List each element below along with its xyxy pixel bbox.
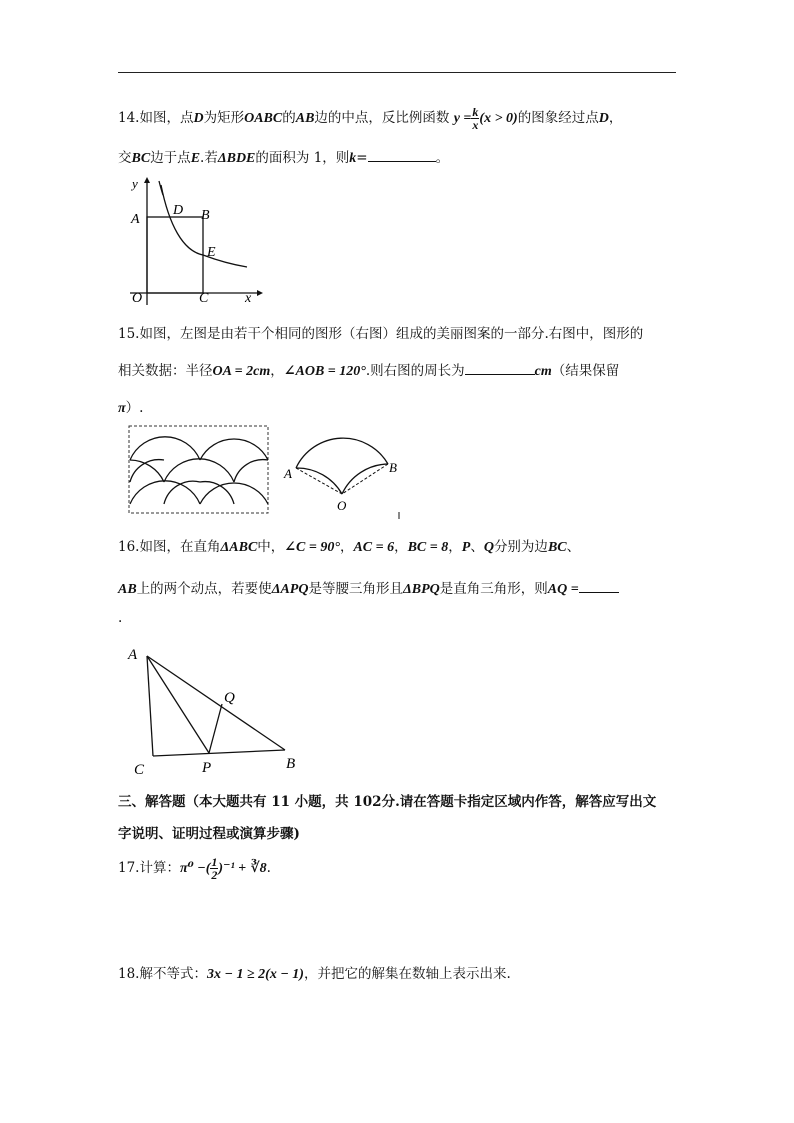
svg-text:Q: Q xyxy=(224,690,235,706)
q15-answer-blank[interactable] xyxy=(465,374,535,375)
q16-triangle-figure xyxy=(122,640,312,780)
q15-pattern-figure xyxy=(128,424,270,516)
svg-text:O: O xyxy=(337,498,347,513)
svg-text:E: E xyxy=(207,245,216,260)
svg-text:D: D xyxy=(173,203,184,218)
header-rule xyxy=(118,72,676,73)
svg-text:y: y xyxy=(132,176,138,191)
svg-text:A: A xyxy=(128,647,138,663)
svg-text:B: B xyxy=(286,756,296,772)
q16-line3: . xyxy=(118,610,123,626)
q14-figure xyxy=(125,175,265,307)
q14-fraction: $\frac{k}{x}$ xyxy=(472,105,479,132)
svg-text:A: A xyxy=(284,466,292,481)
q14-line1: 14.如图，点D为矩形OABC的AB边的中点，反比例函数 y = $\frac{k}{x}$ (x > 0)的图象经过点D， xyxy=(118,105,623,132)
q16-line2: AB上的两个动点，若要使ΔAPQ是等腰三角形且ΔBPQ是直角三角形，则AQ = xyxy=(118,577,619,598)
q17-line: 17.计算：π⁰ −( $\frac{1}{2}$ )⁻¹ + ∛8. xyxy=(118,855,271,882)
q18-line: 18.解不等式：3x − 1 ≥ 2(x − 1)，并把它的解集在数轴上表示出来. xyxy=(118,966,511,982)
q16-line1: 16.如图，在直角ΔABC中，∠C = 90°，AC = 6，BC = 8，P、Q分别为边BC、 xyxy=(118,539,581,555)
q14-answer-blank[interactable] xyxy=(368,161,436,162)
svg-text:B: B xyxy=(201,208,210,223)
q15-line1: 15.如图，左图是由若干个相同的图形（右图）组成的美丽图案的一部分.右图中，图形的 xyxy=(118,326,644,342)
svg-text:B: B xyxy=(389,460,397,475)
q15-line2: 相关数据：半径OA = 2cm，∠AOB = 120°.则右图的周长为 cm（结果保留 xyxy=(118,363,620,379)
svg-text:C: C xyxy=(134,762,145,778)
svg-text:A: A xyxy=(131,212,140,227)
section3-heading-line1: 三、解答题（本大题共有 11 小题，共 102分.请在答题卡指定区域内作答，解答应写出文 xyxy=(118,794,657,810)
svg-text:x: x xyxy=(245,291,252,306)
q15-single-shape-figure xyxy=(282,436,412,526)
q14-line2: 交BC边于点E.若ΔBDE的面积为 1，则k= 。 xyxy=(118,150,450,166)
q15-line3: π）. xyxy=(118,400,144,416)
svg-text:P: P xyxy=(202,760,212,776)
q16-answer-blank[interactable] xyxy=(579,592,619,593)
q17-fraction: $\frac{1}{2}$ xyxy=(211,855,218,882)
section3-heading-line2: 字说明、证明过程或演算步骤) xyxy=(118,826,300,842)
svg-text:C: C xyxy=(199,291,209,306)
svg-text:O: O xyxy=(132,291,143,306)
